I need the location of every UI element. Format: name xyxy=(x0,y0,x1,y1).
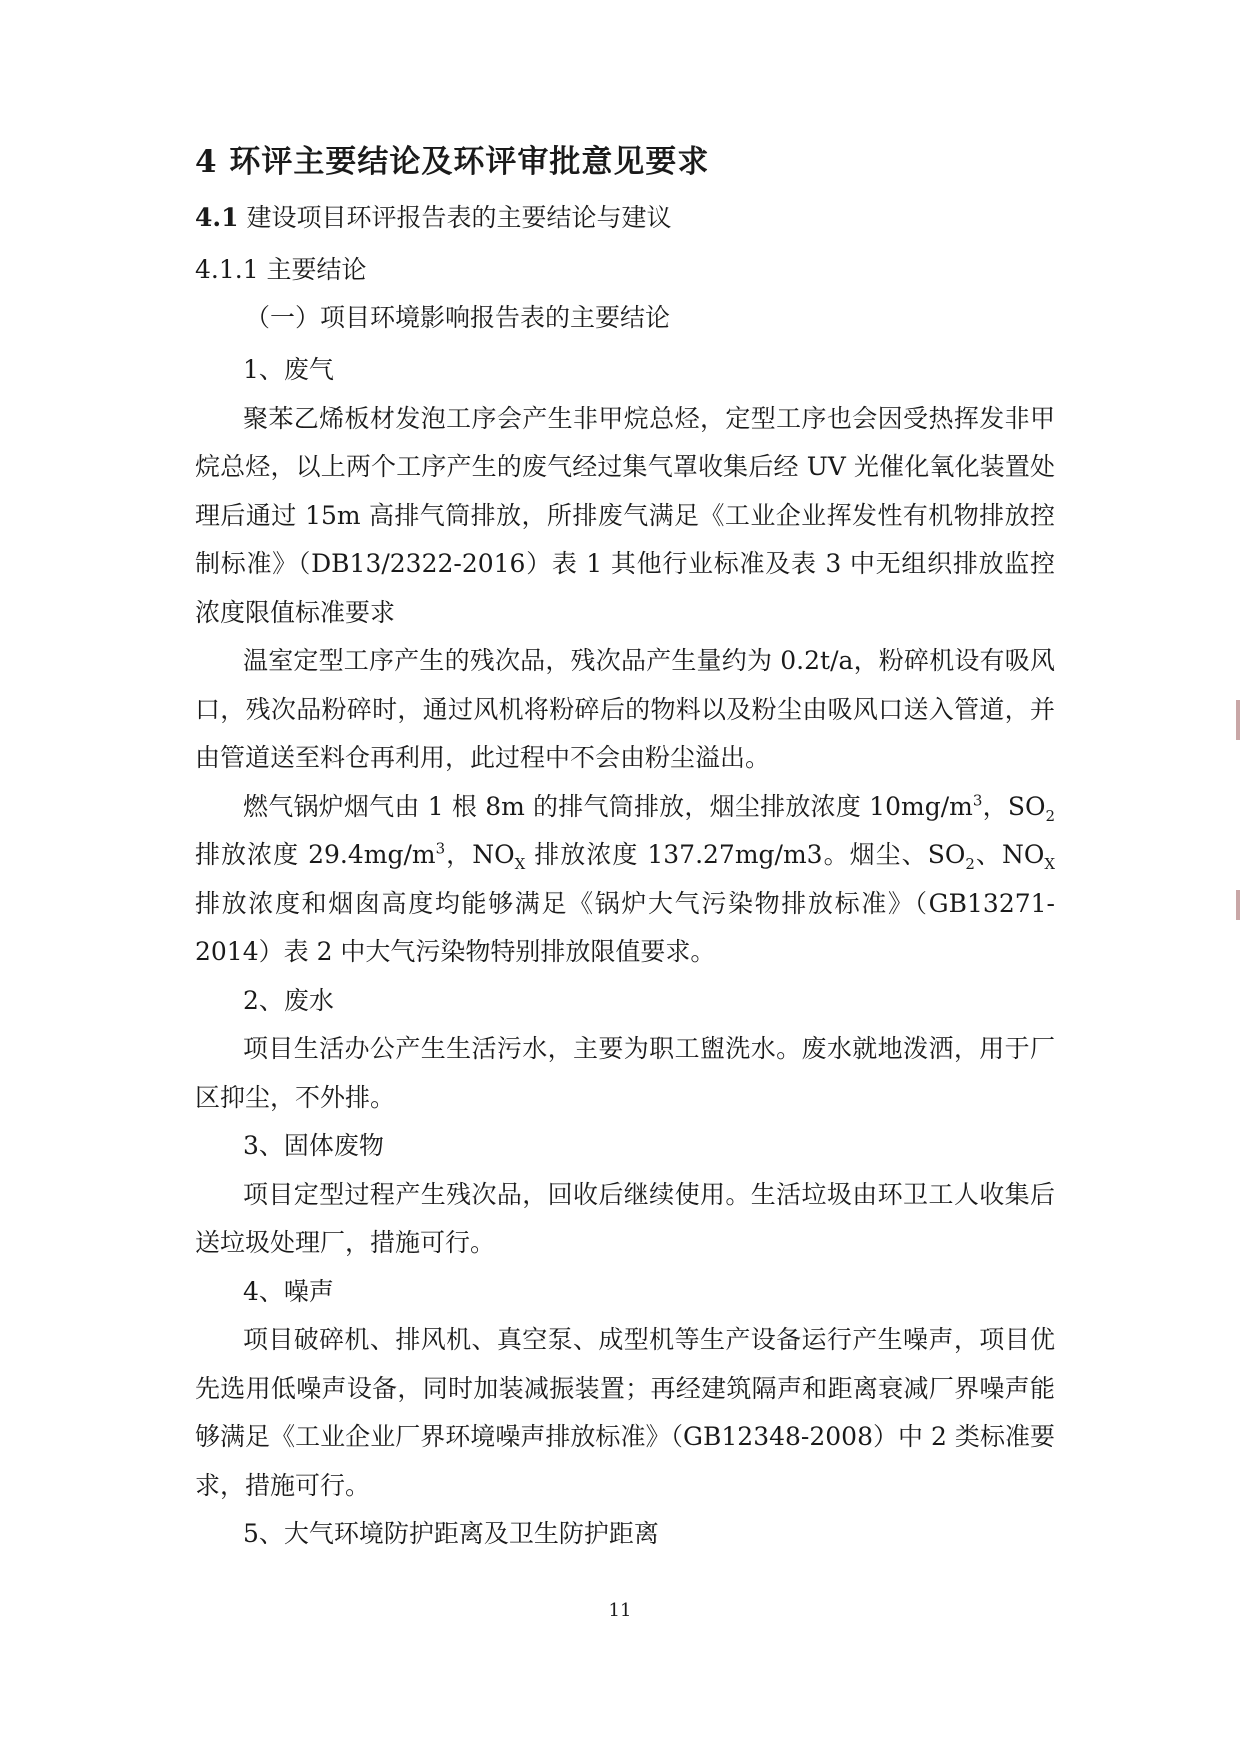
item-heading-solid-waste: 3、固体废物 xyxy=(243,1131,384,1160)
part-heading: （一）项目环境影响报告表的主要结论 xyxy=(245,303,671,332)
subsection-heading: 4.1.1 主要结论 xyxy=(195,255,367,284)
paragraph-waste-gas-dust: 温室定型工序产生的残次品，残次品产生量约为 0.2t/a，粉碎机设有吸风口，残次品粉碎时，通过风机将粉碎后的物料以及粉尘由吸风口送入管道，并由管道送至料仓再利用，此过程中不会由粉尘溢出。 xyxy=(195,646,1055,772)
scan-edge-mark xyxy=(1236,700,1240,740)
section-number: 4.1 xyxy=(195,203,239,232)
page-number: 11 xyxy=(608,1600,632,1621)
item-heading-protection-distance: 5、大气环境防护距离及卫生防护距离 xyxy=(243,1519,659,1548)
scan-edge-mark xyxy=(1236,890,1240,920)
document-body xyxy=(195,346,1055,1559)
section-heading xyxy=(195,198,671,234)
chapter-heading: 4 环评主要结论及环评审批意见要求 xyxy=(195,144,710,180)
item-heading-waste-water: 2、废水 xyxy=(243,985,334,1015)
paragraph-noise: 项目破碎机、排风机、真空泵、成型机等生产设备运行产生噪声，项目优先选用低噪声设备，同时加装减振装置；再经建筑隔声和距离衰减厂界噪声能够满足《工业企业厂界环境噪声排放标准》（GB12348-2008）中 2 类标准要求，措施可行。 xyxy=(195,1325,1055,1500)
paragraph-solid-waste: 项目定型过程产生残次品，回收后继续使用。生活垃圾由环卫工人收集后送垃圾处理厂，措施可行。 xyxy=(195,1179,1055,1257)
paragraph-waste-gas-boiler: 燃气锅炉烟气由 1 根 8m 的排气筒排放，烟尘排放浓度 $10mg/m^3$，$SO_2$ 排放浓度 $29.4mg/m^3$，$NO_X$ 排放浓度 137.27mg/m3。烟尘、$SO_2$、$NO_X$ 排放浓度和烟囱高度均能够满足《锅炉大气污染物排放标准》（GB13271-2014）表 2 中大气污染物特别排放限值要求。 xyxy=(195,791,1056,966)
item-heading-noise: 4、噪声 xyxy=(243,1276,334,1306)
section-title: 建设项目环评报告表的主要结论与建议 xyxy=(246,203,672,232)
item-heading-waste-gas: 1、废气 xyxy=(243,355,334,384)
paragraph-waste-water: 项目生活办公产生生活污水，主要为职工盥洗水。废水就地泼洒，用于厂区抑尘，不外排。 xyxy=(195,1034,1055,1112)
paragraph-waste-gas-vocs: 聚苯乙烯板材发泡工序会产生非甲烷总烃，定型工序也会因受热挥发非甲烷总烃，以上两个工序产生的废气经过集气罩收集后经 UV 光催化氧化装置处理后通过 15m 高排气筒排放，所排废气满足《工业企业挥发性有机物排放控制标准》（DB13/2322-2016）表 1 其他行业标准及表 3 中无组织排放监控浓度限值标准要求 xyxy=(195,403,1055,627)
